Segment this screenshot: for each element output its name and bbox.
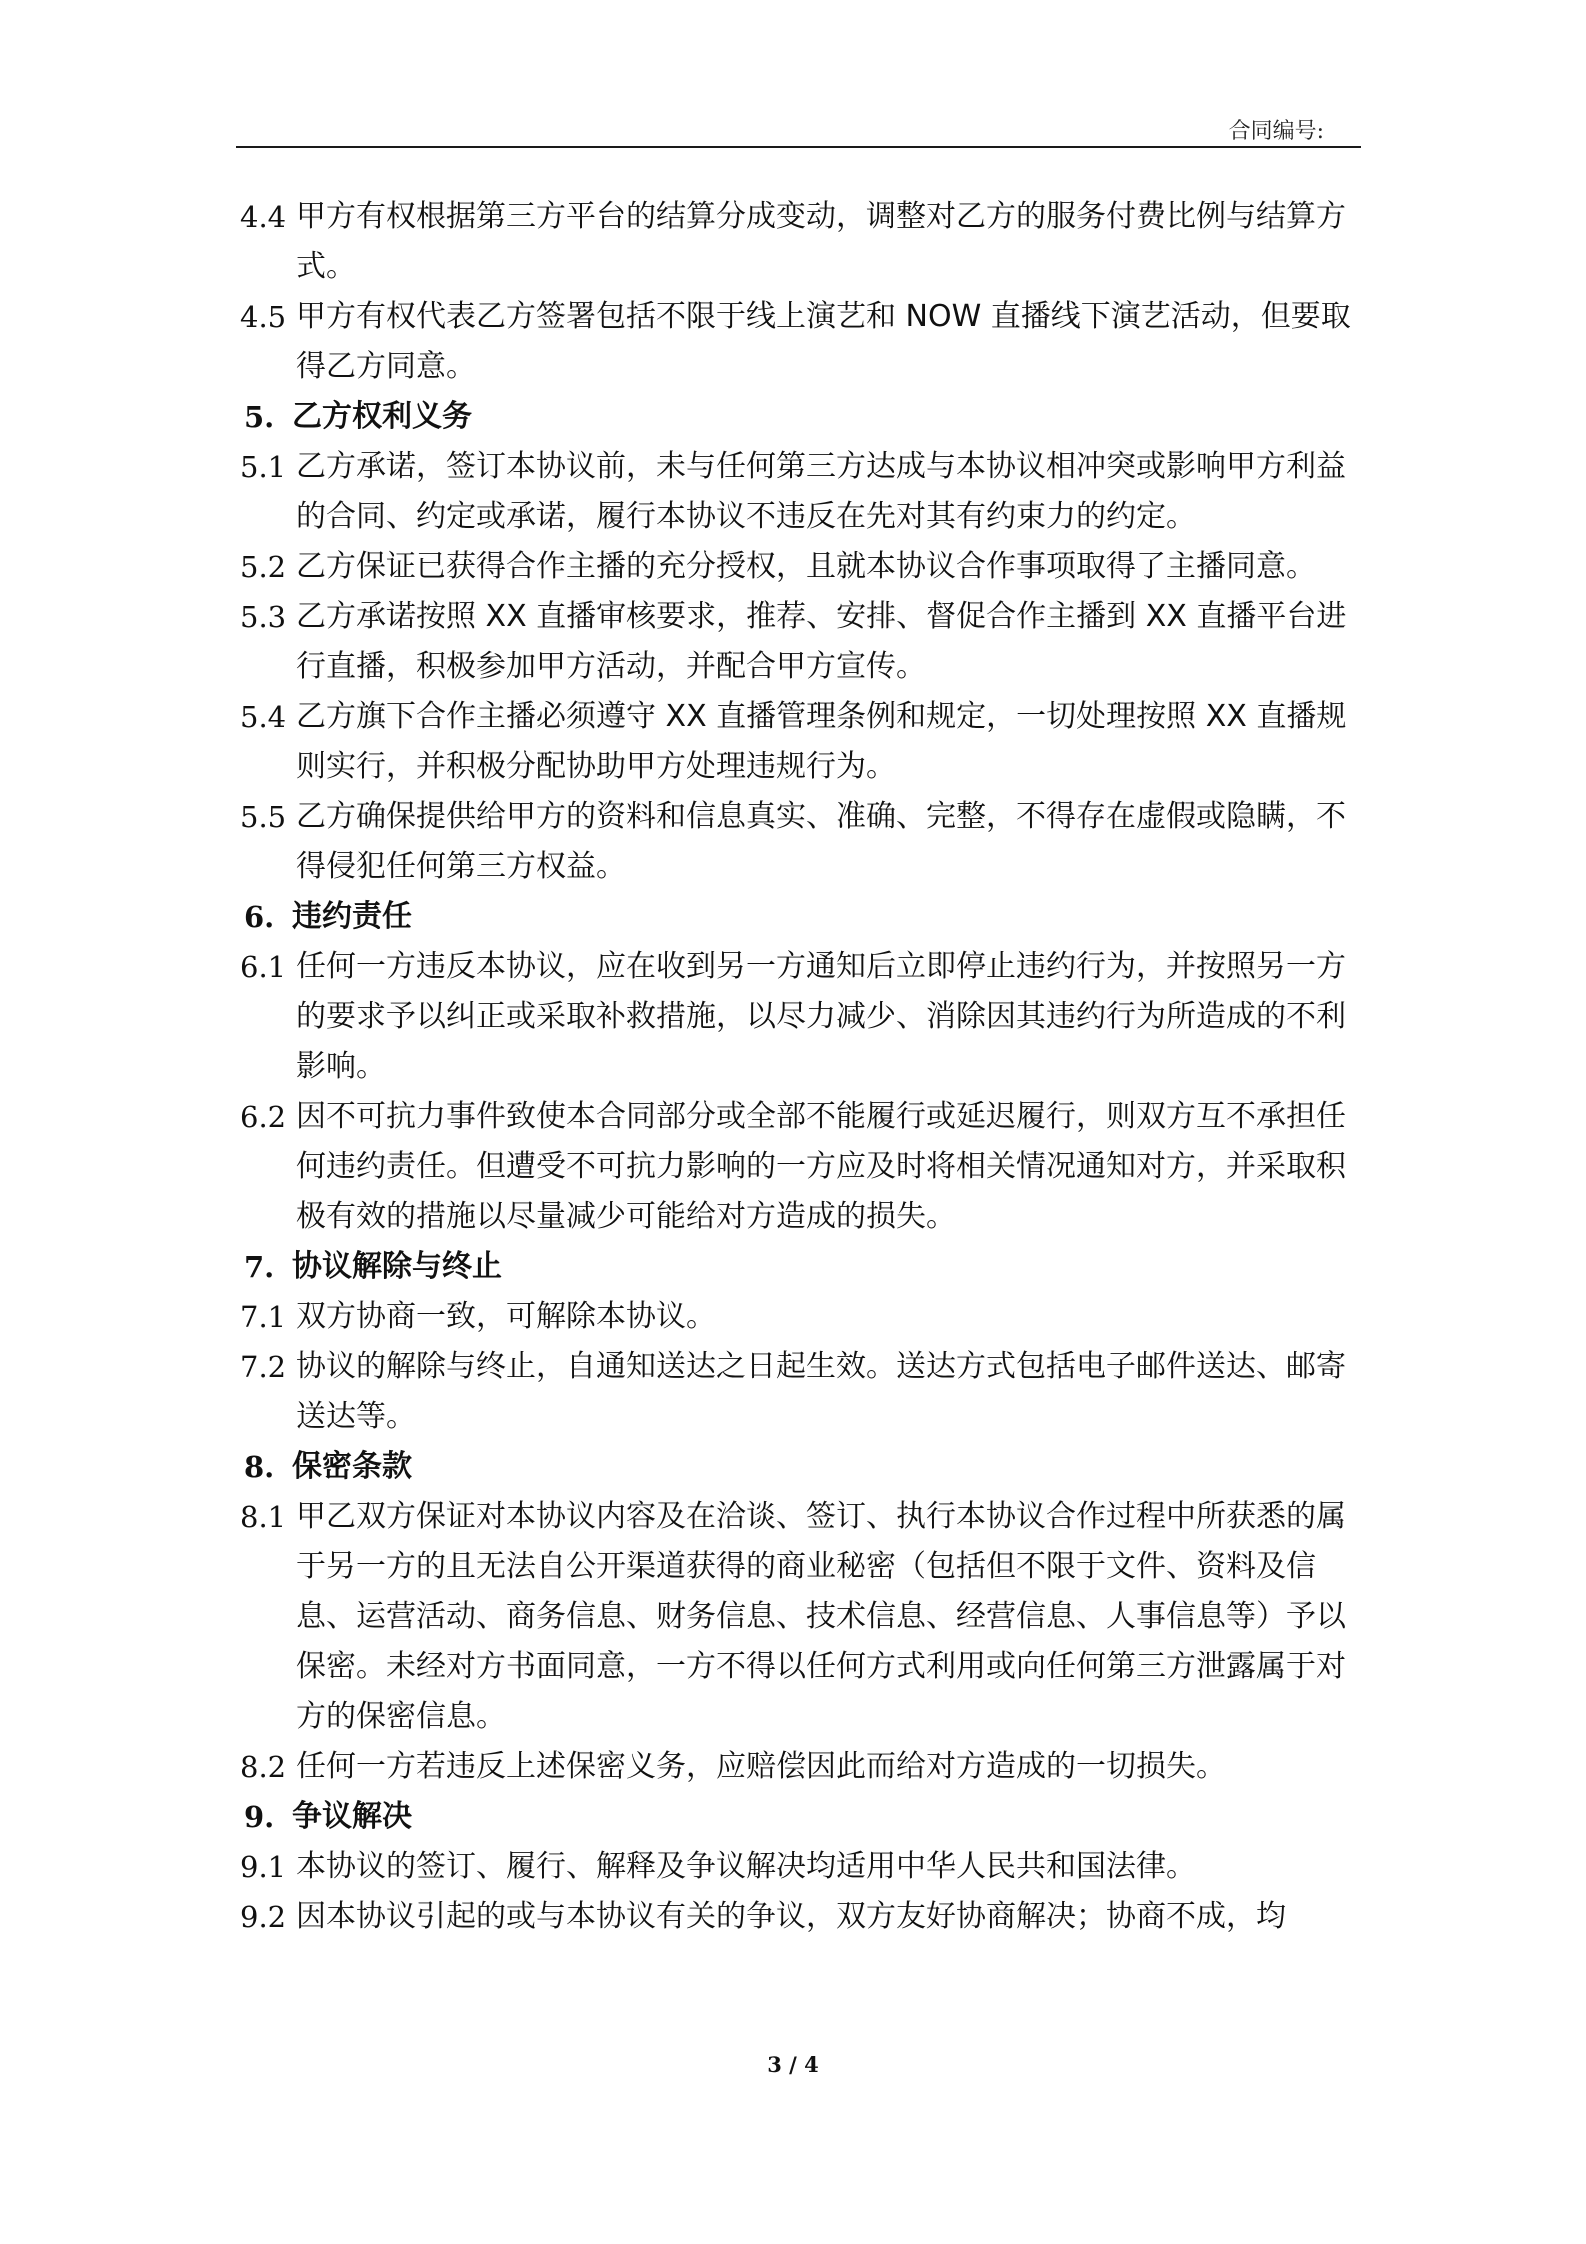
clause-4-5 — [240, 292, 1365, 392]
clause-6-2 — [240, 1092, 1365, 1242]
clause-text: 因本协议引起的或与本协议有关的争议，双方友好协商解决；协商不成，均 — [296, 1899, 1286, 1934]
clause-number: 9.1 — [240, 1850, 287, 1884]
clause-text: 本协议的签订、履行、解释及争议解决均适用中华人民共和国法律。 — [296, 1849, 1196, 1884]
clause-5-2 — [240, 542, 1365, 592]
clause-number: 5.3 — [240, 600, 287, 634]
section-number: 8. — [244, 1450, 275, 1484]
section-heading-8 — [240, 1442, 1365, 1492]
section-title: 乙方权利义务 — [292, 399, 472, 434]
clause-number: 5.4 — [240, 700, 287, 734]
clause-9-1 — [240, 1842, 1365, 1892]
clause-text: 任何一方若违反上述保密义务，应赔偿因此而给对方造成的一切损失。 — [296, 1749, 1226, 1784]
clause-number: 4.5 — [240, 300, 287, 334]
clause-text: 甲方有权根据第三方平台的结算分成变动，调整对乙方的服务付费比例与结算方式。 — [296, 199, 1346, 284]
clause-number: 6.1 — [240, 950, 287, 984]
clause-number: 6.2 — [240, 1100, 287, 1134]
clause-5-3 — [240, 592, 1365, 692]
clause-text: 协议的解除与终止，自通知送达之日起生效。送达方式包括电子邮件送达、邮寄送达等。 — [296, 1349, 1346, 1434]
clause-text: 任何一方违反本协议，应在收到另一方通知后立即停止违约行为，并按照另一方的要求予以纠正或采取补救措施，以尽力减少、消除因其违约行为所造成的不利影响。 — [296, 949, 1346, 1084]
clause-4-4 — [240, 192, 1365, 292]
page-header-rule — [236, 108, 1361, 148]
section-heading-9 — [240, 1792, 1365, 1842]
clause-text: 甲方有权代表乙方签署包括不限于线上演艺和 NOW 直播线下演艺活动，但要取得乙方同意。 — [296, 299, 1351, 384]
document-body — [240, 192, 1365, 1942]
clause-5-5 — [240, 792, 1365, 892]
clause-5-4 — [240, 692, 1365, 792]
clause-7-1 — [240, 1292, 1365, 1342]
section-number: 6. — [244, 900, 275, 934]
section-title: 协议解除与终止 — [292, 1249, 502, 1284]
clause-text: 甲乙双方保证对本协议内容及在洽谈、签订、执行本协议合作过程中所获悉的属于另一方的且无法自公开渠道获得的商业秘密（包括但不限于文件、资料及信息、运营活动、商务信息、财务信息、技术信息、经营信息、人事信息等）予以保密。未经对方书面同意，一方不得以任何方式利用或向任何第三方泄露属于对方的保密信息。 — [296, 1499, 1346, 1734]
clause-5-1 — [240, 442, 1365, 542]
section-number: 9. — [244, 1800, 275, 1834]
section-title: 违约责任 — [292, 899, 412, 934]
clause-8-1 — [240, 1492, 1365, 1742]
contract-number-label: 合同编号: — [1228, 119, 1324, 144]
section-number: 7. — [244, 1250, 275, 1284]
clause-text: 双方协商一致，可解除本协议。 — [296, 1299, 716, 1334]
clause-number: 5.2 — [240, 550, 287, 584]
page-number: 3 / 4 — [767, 2052, 819, 2077]
clause-number: 8.1 — [240, 1500, 287, 1534]
clause-number: 5.1 — [240, 450, 287, 484]
clause-number: 5.5 — [240, 800, 287, 834]
clause-number: 7.2 — [240, 1350, 287, 1384]
section-heading-6 — [240, 892, 1365, 942]
section-title: 保密条款 — [292, 1449, 412, 1484]
clause-number: 4.4 — [240, 200, 287, 234]
clause-number: 9.2 — [240, 1900, 287, 1934]
clause-text: 乙方旗下合作主播必须遵守 XX 直播管理条例和规定，一切处理按照 XX 直播规则实行，并积极分配协助甲方处理违规行为。 — [296, 699, 1347, 784]
clause-8-2 — [240, 1742, 1365, 1792]
clause-text: 乙方确保提供给甲方的资料和信息真实、准确、完整，不得存在虚假或隐瞒，不得侵犯任何第三方权益。 — [296, 799, 1346, 884]
clause-number: 7.1 — [240, 1300, 287, 1334]
clause-7-2 — [240, 1342, 1365, 1442]
clause-text: 乙方承诺按照 XX 直播审核要求，推荐、安排、督促合作主播到 XX 直播平台进行直播，积极参加甲方活动，并配合甲方宣传。 — [296, 599, 1347, 684]
section-title: 争议解决 — [292, 1799, 412, 1834]
clause-number: 8.2 — [240, 1750, 287, 1784]
clause-text: 乙方保证已获得合作主播的充分授权，且就本协议合作事项取得了主播同意。 — [296, 549, 1316, 584]
section-heading-7 — [240, 1242, 1365, 1292]
clause-6-1 — [240, 942, 1365, 1092]
section-number: 5. — [244, 400, 275, 434]
clause-9-2 — [240, 1892, 1365, 1942]
clause-text: 乙方承诺，签订本协议前，未与任何第三方达成与本协议相冲突或影响甲方利益的合同、约定或承诺，履行本协议不违反在先对其有约束力的约定。 — [296, 449, 1346, 534]
section-heading-5 — [240, 392, 1365, 442]
clause-text: 因不可抗力事件致使本合同部分或全部不能履行或延迟履行，则双方互不承担任何违约责任。但遭受不可抗力影响的一方应及时将相关情况通知对方，并采取积极有效的措施以尽量减少可能给对方造成的损失。 — [296, 1099, 1346, 1234]
